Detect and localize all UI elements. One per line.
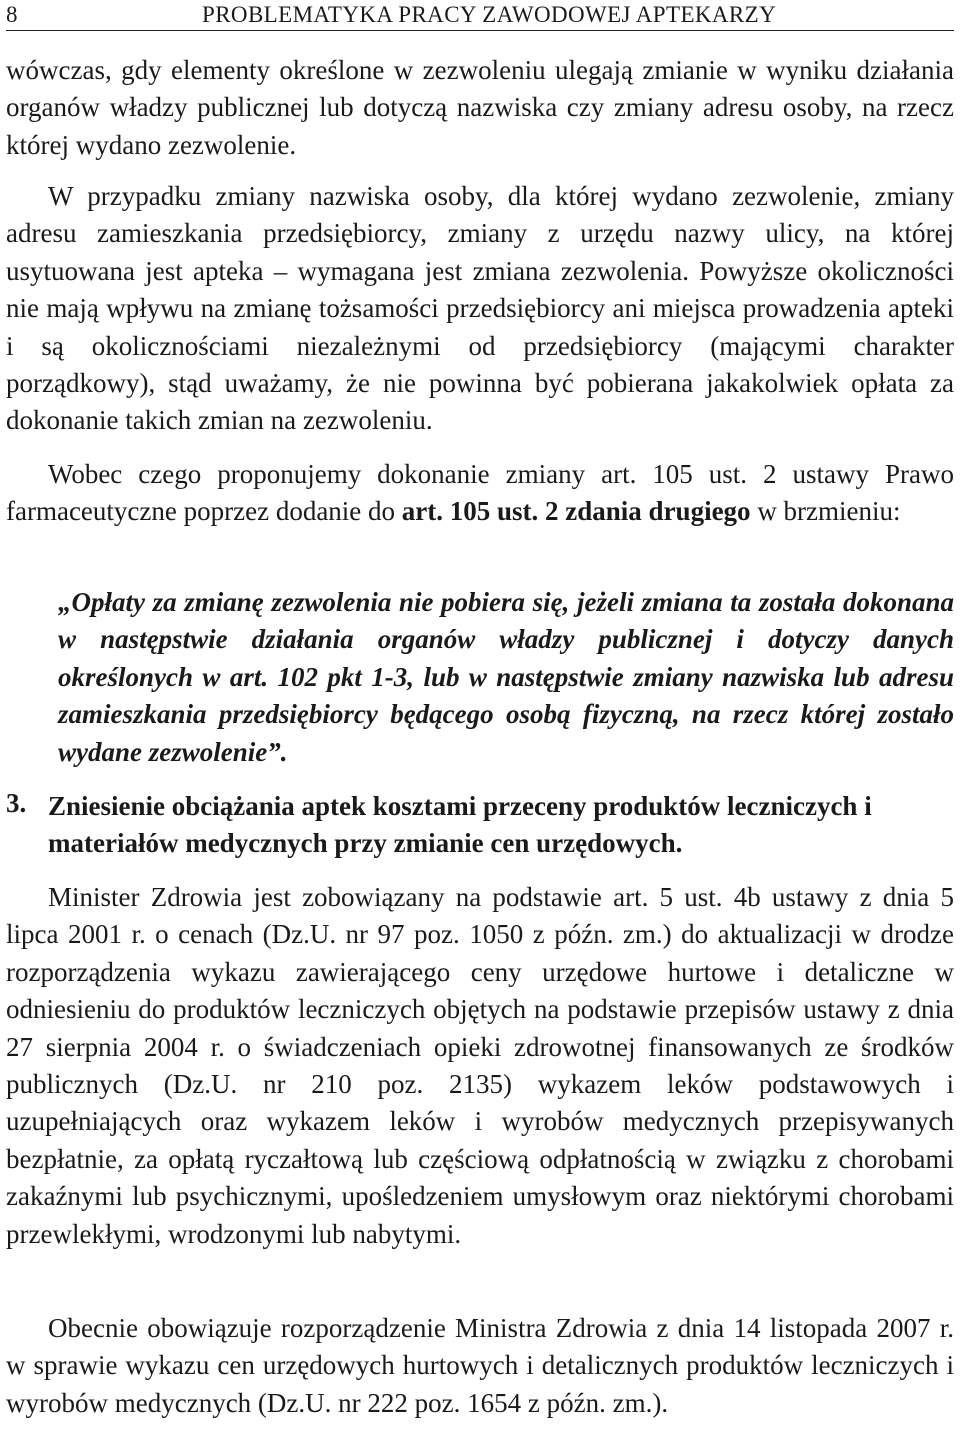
page-header: [6, 0, 954, 31]
proposed-provision-quote: „Opłaty za zmianę zezwolenia nie pobiera się, jeżeli zmiana ta została dokonana w następstwie działania organów władzy publicznej i dotyczy danych określonych w art. 102 pkt 1-3, lub w następstwie zmiany nazwiska lub adresu zamieszkania przedsiębiorcy będącego osobą fizyczną, na rzecz której zostało wydane zezwolenie”.: [58, 587, 954, 767]
running-title: PROBLEMATYKA PRACY ZAWODOWEJ APTEKARZY: [202, 2, 777, 27]
paragraph-proposal: [6, 456, 954, 531]
paragraph-continuation: wówczas, gdy elementy określone w zezwoleniu ulegają zmianie w wyniku działania organów władzy publicznej lub dotyczą nazwiska czy zmiany adresu osoby, na rzecz której wydano zezwolenie.: [6, 55, 954, 160]
proposal-text-end: w brzmieniu:: [750, 496, 901, 527]
proposal-bold-reference: art. 105 ust. 2 zdania drugiego: [401, 496, 751, 527]
section-heading: Zniesienie obciążania aptek kosztami przeceny produktów leczniczych i materiałów medycznych przy zmianie cen urzędowych.: [48, 791, 872, 859]
paragraph-name-change: W przypadku zmiany nazwiska osoby, dla której wydano zezwolenie, zmiany adresu zamieszkania przedsiębiorcy, zmiany z urzędu nazwy ulicy, na której usytuowana jest apteka – wymagana jest zmiana zezwolenia. Powyższe okoliczności nie mają wpływu na zmianę tożsamości przedsiębiorcy ani miejsca prowadzenia apteki i są okolicznościami niezależnymi od przedsiębiorcy (mającymi charakter porządkowy), stąd uważamy, że nie powinna być pobierana jakakolwiek opłata za dokonanie takich zmian na zezwoleniu.: [6, 181, 954, 436]
paragraph-current-regulation: Obecnie obowiązuje rozporządzenie Ministra Zdrowia z dnia 14 listopada 2007 r. w sprawie wykazu cen urzędowych hurtowych i detalicznych produktów leczniczych i wyrobów medycznych (Dz.U. nr 222 poz. 1654 z późn. zm.).: [6, 1313, 954, 1418]
paragraph-minister-obligation: Minister Zdrowia jest zobowiązany na podstawie art. 5 ust. 4b ustawy z dnia 5 lipca 2001 r. o cenach (Dz.U. nr 97 poz. 1050 z późn. zm.) do aktualizacji w drodze rozporządzenia wykazu zawierającego ceny urzędowe hurtowe i detaliczne w odniesieniu do produktów leczniczych objętych na podstawie przepisów ustawy z dnia 27 sierpnia 2004 r. o świadczeniach opieki zdrowotnej finansowanych ze środków publicznych (Dz.U. nr 210 poz. 2135) wykazem leków podstawowych i uzupełniających oraz wykazem leków i wyrobów medycznych przepisywanych bezpłatnie, za opłatą ryczałtową lub częściową odpłatnością w związku z chorobami zakaźnymi lub psychicznymi, upośledzeniem umysłowym oraz niektórymi chorobami przewlekłymi, wrodzonymi lub nabytymi.: [6, 882, 954, 1249]
section-number: 3.: [6, 788, 27, 818]
proposal-text-start: Wobec czego proponujemy dokonanie zmiany art. 105 ust. 2 ustawy Prawo farmaceutyczne poprzez dodanie do: [6, 459, 954, 527]
page-number: 8: [6, 2, 18, 27]
